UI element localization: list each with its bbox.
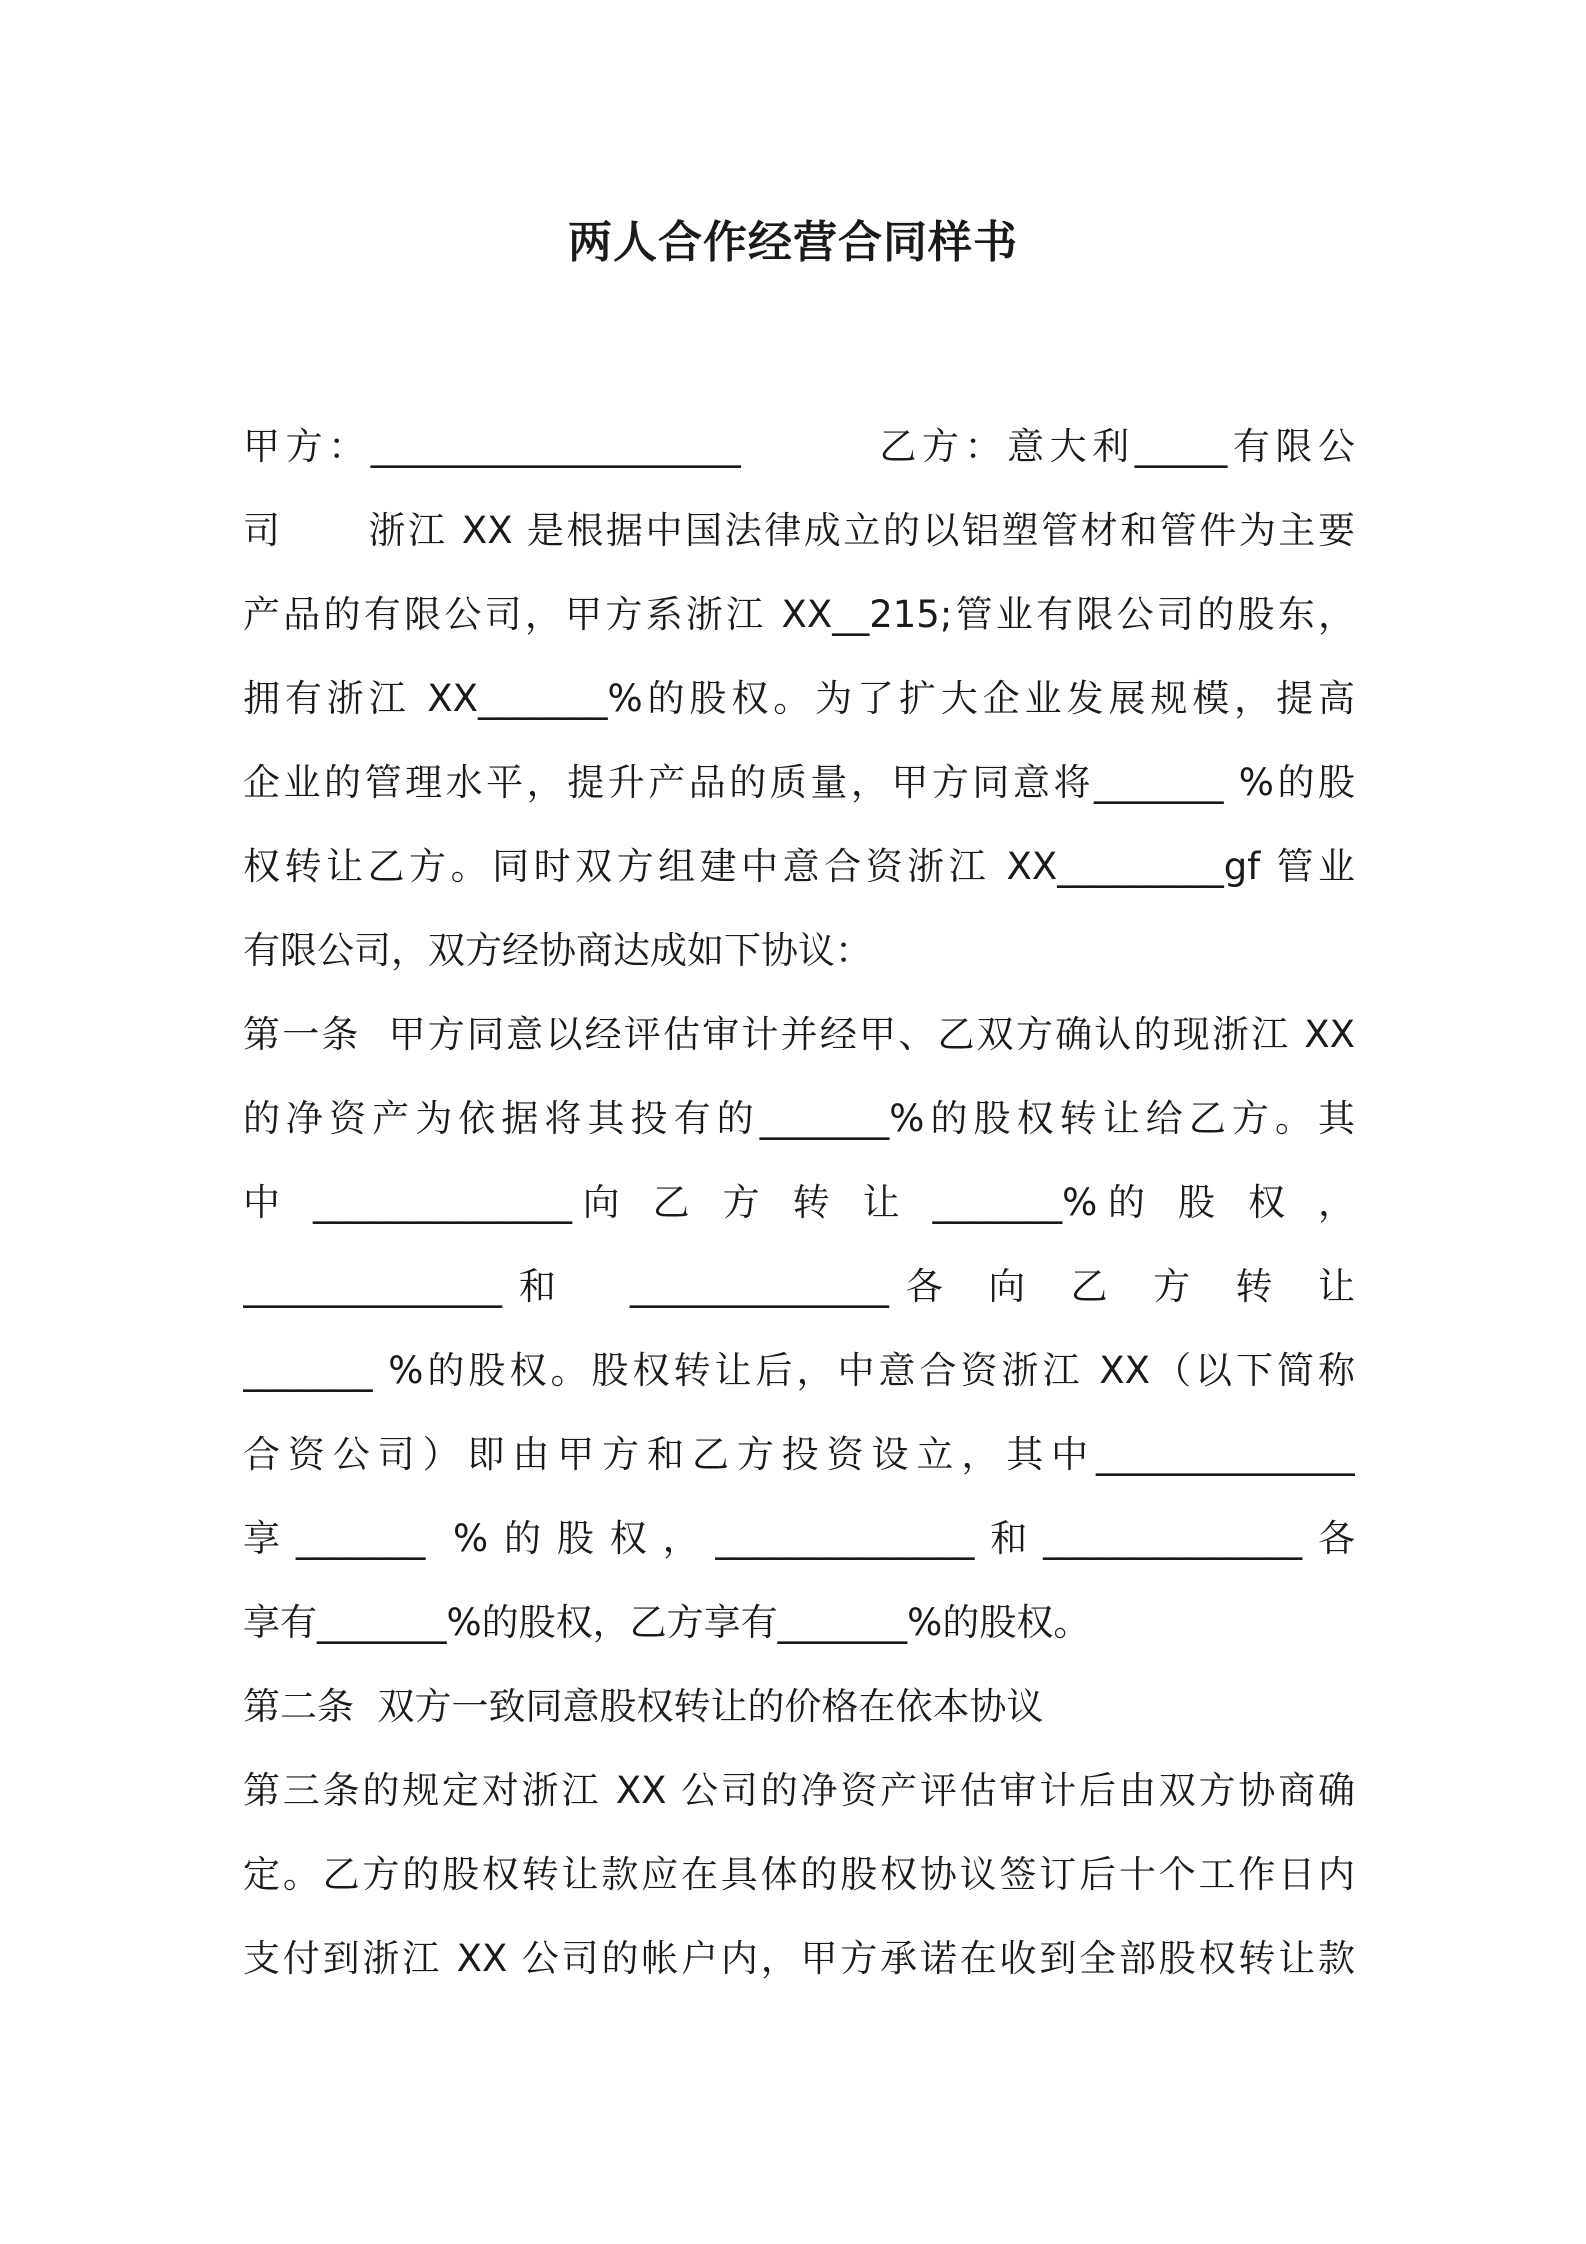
body-line-18: 定。乙方的股权转让款应在具体的股权协议签订后十个工作日内 — [243, 1853, 1355, 1896]
body-line-14: 享_______ %的股权，______________和______________各 — [243, 1517, 1355, 1560]
body-line-15: 享有_______%的股权，乙方享有_______%的股权。 — [243, 1601, 1091, 1644]
body-line-2: 司 浙江 XX 是根据中国法律成立的以铝塑管材和管件为主要 — [243, 509, 1355, 552]
document-title: 两人合作经营合同样书 — [568, 217, 1018, 268]
body-line-4: 拥有浙江 XX_______%的股权。为了扩大企业发展规模，提高 — [243, 677, 1355, 720]
article-3-line: 第三条的规定对浙江 XX 公司的净资产评估审计后由双方协商确 — [243, 1769, 1355, 1812]
body-line-6: 权转让乙方。同时双方组建中意合资浙江 XX_________gf 管业 — [243, 845, 1355, 888]
body-line-5: 企业的管理水平，提升产品的质量，甲方同意将_______ %的股 — [243, 761, 1355, 804]
body-line-10: 中 ______________向 乙 方 转 让 _______%的 股 权 ， — [243, 1181, 1355, 1224]
body-line-19: 支付到浙江 XX 公司的帐户内，甲方承诺在收到全部股权转让款 — [243, 1937, 1355, 1980]
document-body — [243, 405, 1355, 2001]
body-line-12: _______ %的股权。股权转让后，中意合资浙江 XX（以下简称 — [243, 1349, 1355, 1392]
body-line-13: 合资公司）即由甲方和乙方投资设立，其中______________ — [243, 1433, 1355, 1476]
body-line-9: 的净资产为依据将其投有的_______%的股权转让给乙方。其 — [243, 1097, 1355, 1140]
body-line-1: 甲方：____________________ 乙方：意大利_____有限公 — [243, 425, 1355, 468]
body-line-7: 有限公司，双方经协商达成如下协议： — [243, 929, 872, 972]
article-2-heading-line: 第二条 双方一致同意股权转让的价格在依本协议 — [243, 1685, 1044, 1728]
article-1-heading-line: 第一条 甲方同意以经评估审计并经甲、乙双方确认的现浙江 XX — [243, 1013, 1355, 1056]
body-line-3: 产品的有限公司，甲方系浙江 XX__215;管业有限公司的股东， — [243, 593, 1355, 636]
body-line-11: ______________和 ______________各 向 乙 方 转 让 — [243, 1265, 1355, 1308]
